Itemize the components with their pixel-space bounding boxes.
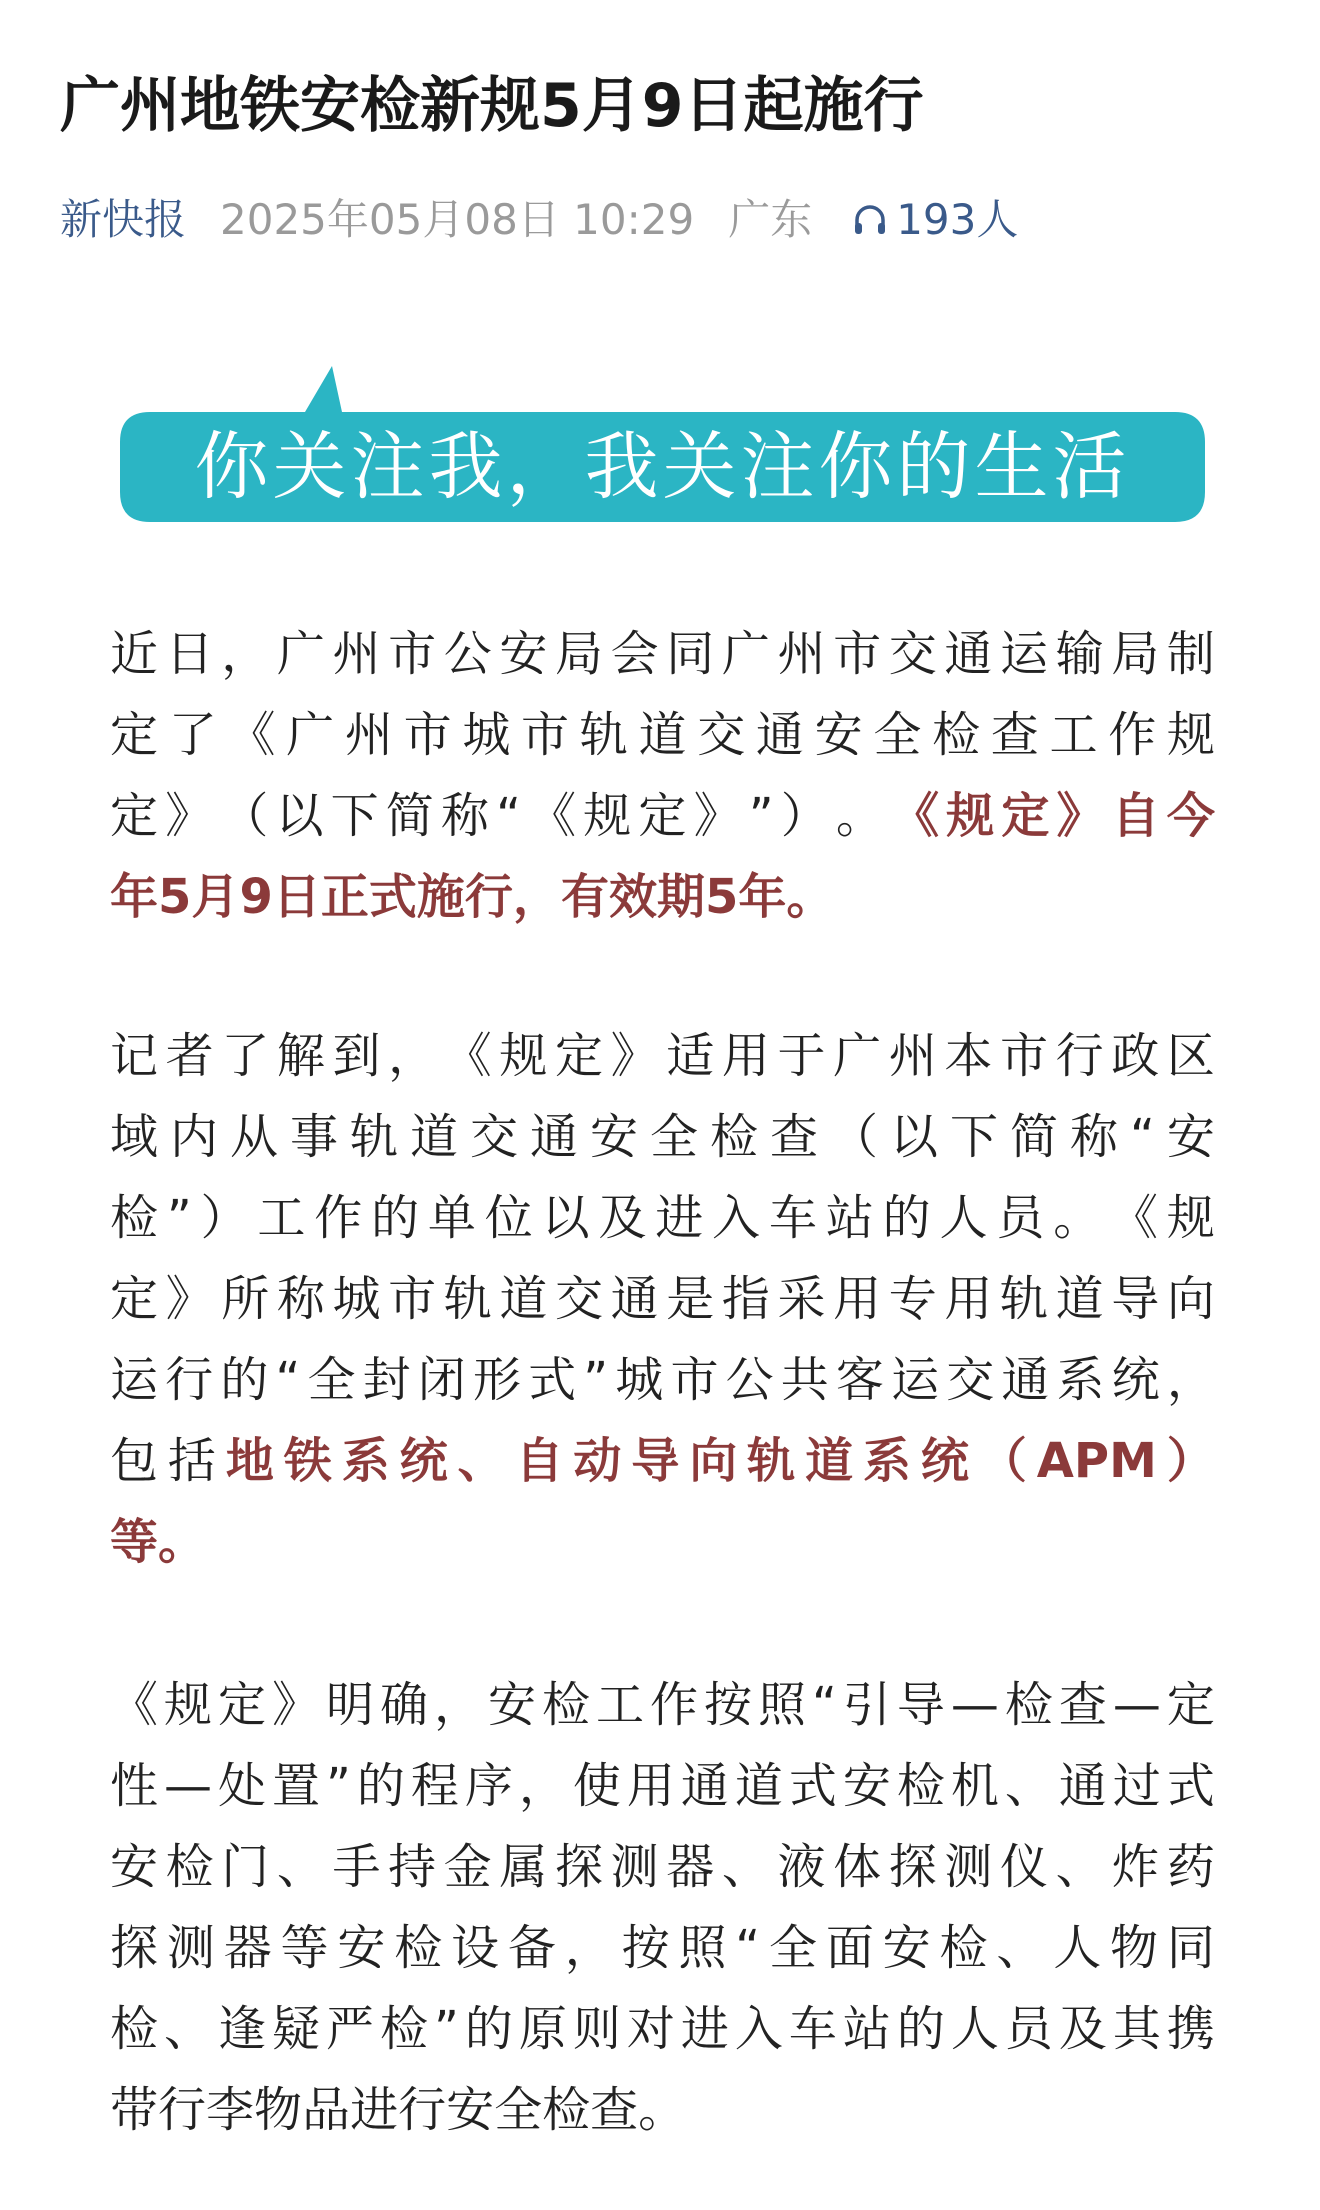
slogan-banner <box>110 350 1215 530</box>
article-title: 广州地铁安检新规5月9日起施行 <box>60 71 924 141</box>
banner-slogan: 你关注我，我关注你的生活 <box>194 424 1131 510</box>
text-line: 定 了 《 广 州 市 城 市 轨 道 交 通 安 全 检 查 工 作 规 <box>110 707 1215 763</box>
paragraph-1 <box>110 614 1215 938</box>
text-line: 域 内 从 事 轨 道 交 通 安 全 检 查 （ 以 下 简 称 “ 安 <box>110 1109 1215 1165</box>
text-line: 探 测 器 等 安 检 设 备 ， 按 照 “ 全 面 安 检 、 人 物 同 <box>110 1920 1215 1976</box>
listen-count: 193人 <box>896 195 1019 244</box>
source-name[interactable]: 新快报 <box>60 195 187 244</box>
text-line: 定 》 （ 以 下 简 称 “ 《 规 定 》 ” ） 。 《 规 定 》 自 今 <box>110 788 1215 844</box>
headphones-icon <box>852 202 888 238</box>
listen-count-button[interactable] <box>852 190 1018 250</box>
publish-date: 2025年05月08日 10:29 <box>220 195 695 244</box>
text-line: 检 、 逢 疑 严 检 ” 的 原 则 对 进 入 车 站 的 人 员 及 其 携 <box>110 2001 1215 2057</box>
paragraph-3 <box>110 1665 1215 2151</box>
text-line: 性 — 处 置 ” 的 程 序 ， 使 用 通 道 式 安 检 机 、 通 过 式 <box>110 1758 1215 1814</box>
text-line: 带 行 李 物 品 进 行 安 全 检 查 。 <box>110 2082 687 2138</box>
text-line: 年 5 月 9 日 正 式 施 行 ， 有 效 期 5 年 。 <box>110 869 835 925</box>
paragraph-2 <box>110 1016 1215 1583</box>
text-line: 包 括 地 铁 系 统 、 自 动 导 向 轨 道 系 统 （ APM ） <box>110 1433 1215 1489</box>
text-line: 定 》 所 称 城 市 轨 道 交 通 是 指 采 用 专 用 轨 道 导 向 <box>110 1271 1215 1327</box>
text-line: 运 行 的 “ 全 封 闭 形 式 ” 城 市 公 共 客 运 交 通 系 统 ， <box>110 1352 1215 1408</box>
text-line: 近 日 ， 广 州 市 公 安 局 会 同 广 州 市 交 通 运 输 局 制 <box>110 626 1215 682</box>
region-label: 广东 <box>728 195 813 244</box>
text-line: 《 规 定 》 明 确 ， 安 检 工 作 按 照 “ 引 导 — 检 查 — 定 <box>110 1677 1215 1733</box>
text-line: 记 者 了 解 到 ， 《 规 定 》 适 用 于 广 州 本 市 行 政 区 <box>110 1028 1215 1084</box>
text-line: 安 检 门 、 手 持 金 属 探 测 器 、 液 体 探 测 仪 、 炸 药 <box>110 1839 1215 1895</box>
text-line: 等 。 <box>110 1514 207 1570</box>
text-line: 检 ” ） 工 作 的 单 位 以 及 进 入 车 站 的 人 员 。 《 规 <box>110 1190 1215 1246</box>
article-meta <box>60 190 1018 250</box>
